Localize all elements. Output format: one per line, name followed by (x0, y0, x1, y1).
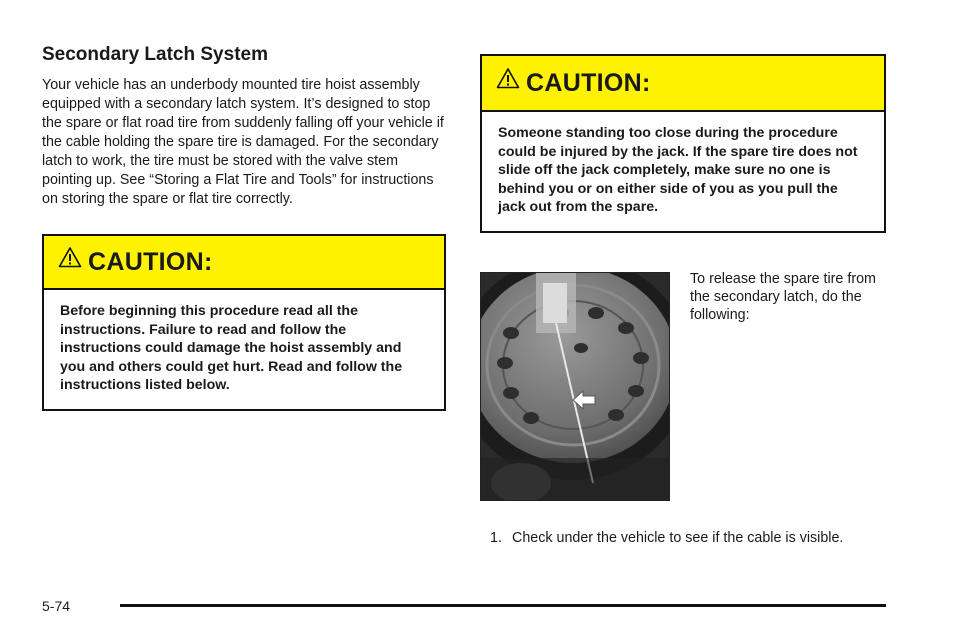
spare-tire-illustration (481, 273, 669, 500)
caution-title: CAUTION: (526, 68, 651, 97)
caution-header (482, 56, 884, 112)
step-text: Check under the vehicle to see if the cable is visible. (512, 530, 844, 546)
section-title: Secondary Latch System (42, 44, 268, 65)
caution-title: CAUTION: (88, 247, 213, 276)
intro-paragraph: Your vehicle has an underbody mounted tire hoist assembly equipped with a secondary latch system. It’s designed to stop the spare or flat road tire from suddenly falling off your vehicle if the cable holding the spare tire is damaged. For the secondary latch to work, the tire must be stored with the valve stem pointing up. See “Storing a Flat Tire and Tools” for instructions on storing the spare or flat tire correctly. (42, 77, 444, 207)
caution-header (44, 236, 444, 290)
release-instructions: To release the spare tire from the secondary latch, do the following: (690, 271, 876, 323)
page-number: 5-74 (42, 598, 71, 614)
caution-box-left (42, 234, 446, 411)
caution-text: Someone standing too close during the procedure could be injured by the jack. If the spare tire does not slide off the jack completely, make sure no one is behind you or on either side of you as you pull the jack out from the spare. (498, 125, 858, 215)
spare-tire-photo (480, 272, 670, 501)
caution-text: Before beginning this procedure read all the instructions. Failure to read and follow the instructions could damage the hoist assembly and you and others could get hurt. Read and follow the instructions listed below. (60, 303, 403, 393)
warning-triangle-icon (58, 246, 82, 268)
caution-box-right (480, 54, 886, 233)
left-column (42, 44, 446, 393)
right-column (480, 54, 886, 233)
step-item (490, 529, 843, 547)
warning-triangle-icon (496, 67, 520, 89)
step-number: 1. (490, 530, 502, 546)
footer-divider (120, 604, 886, 607)
